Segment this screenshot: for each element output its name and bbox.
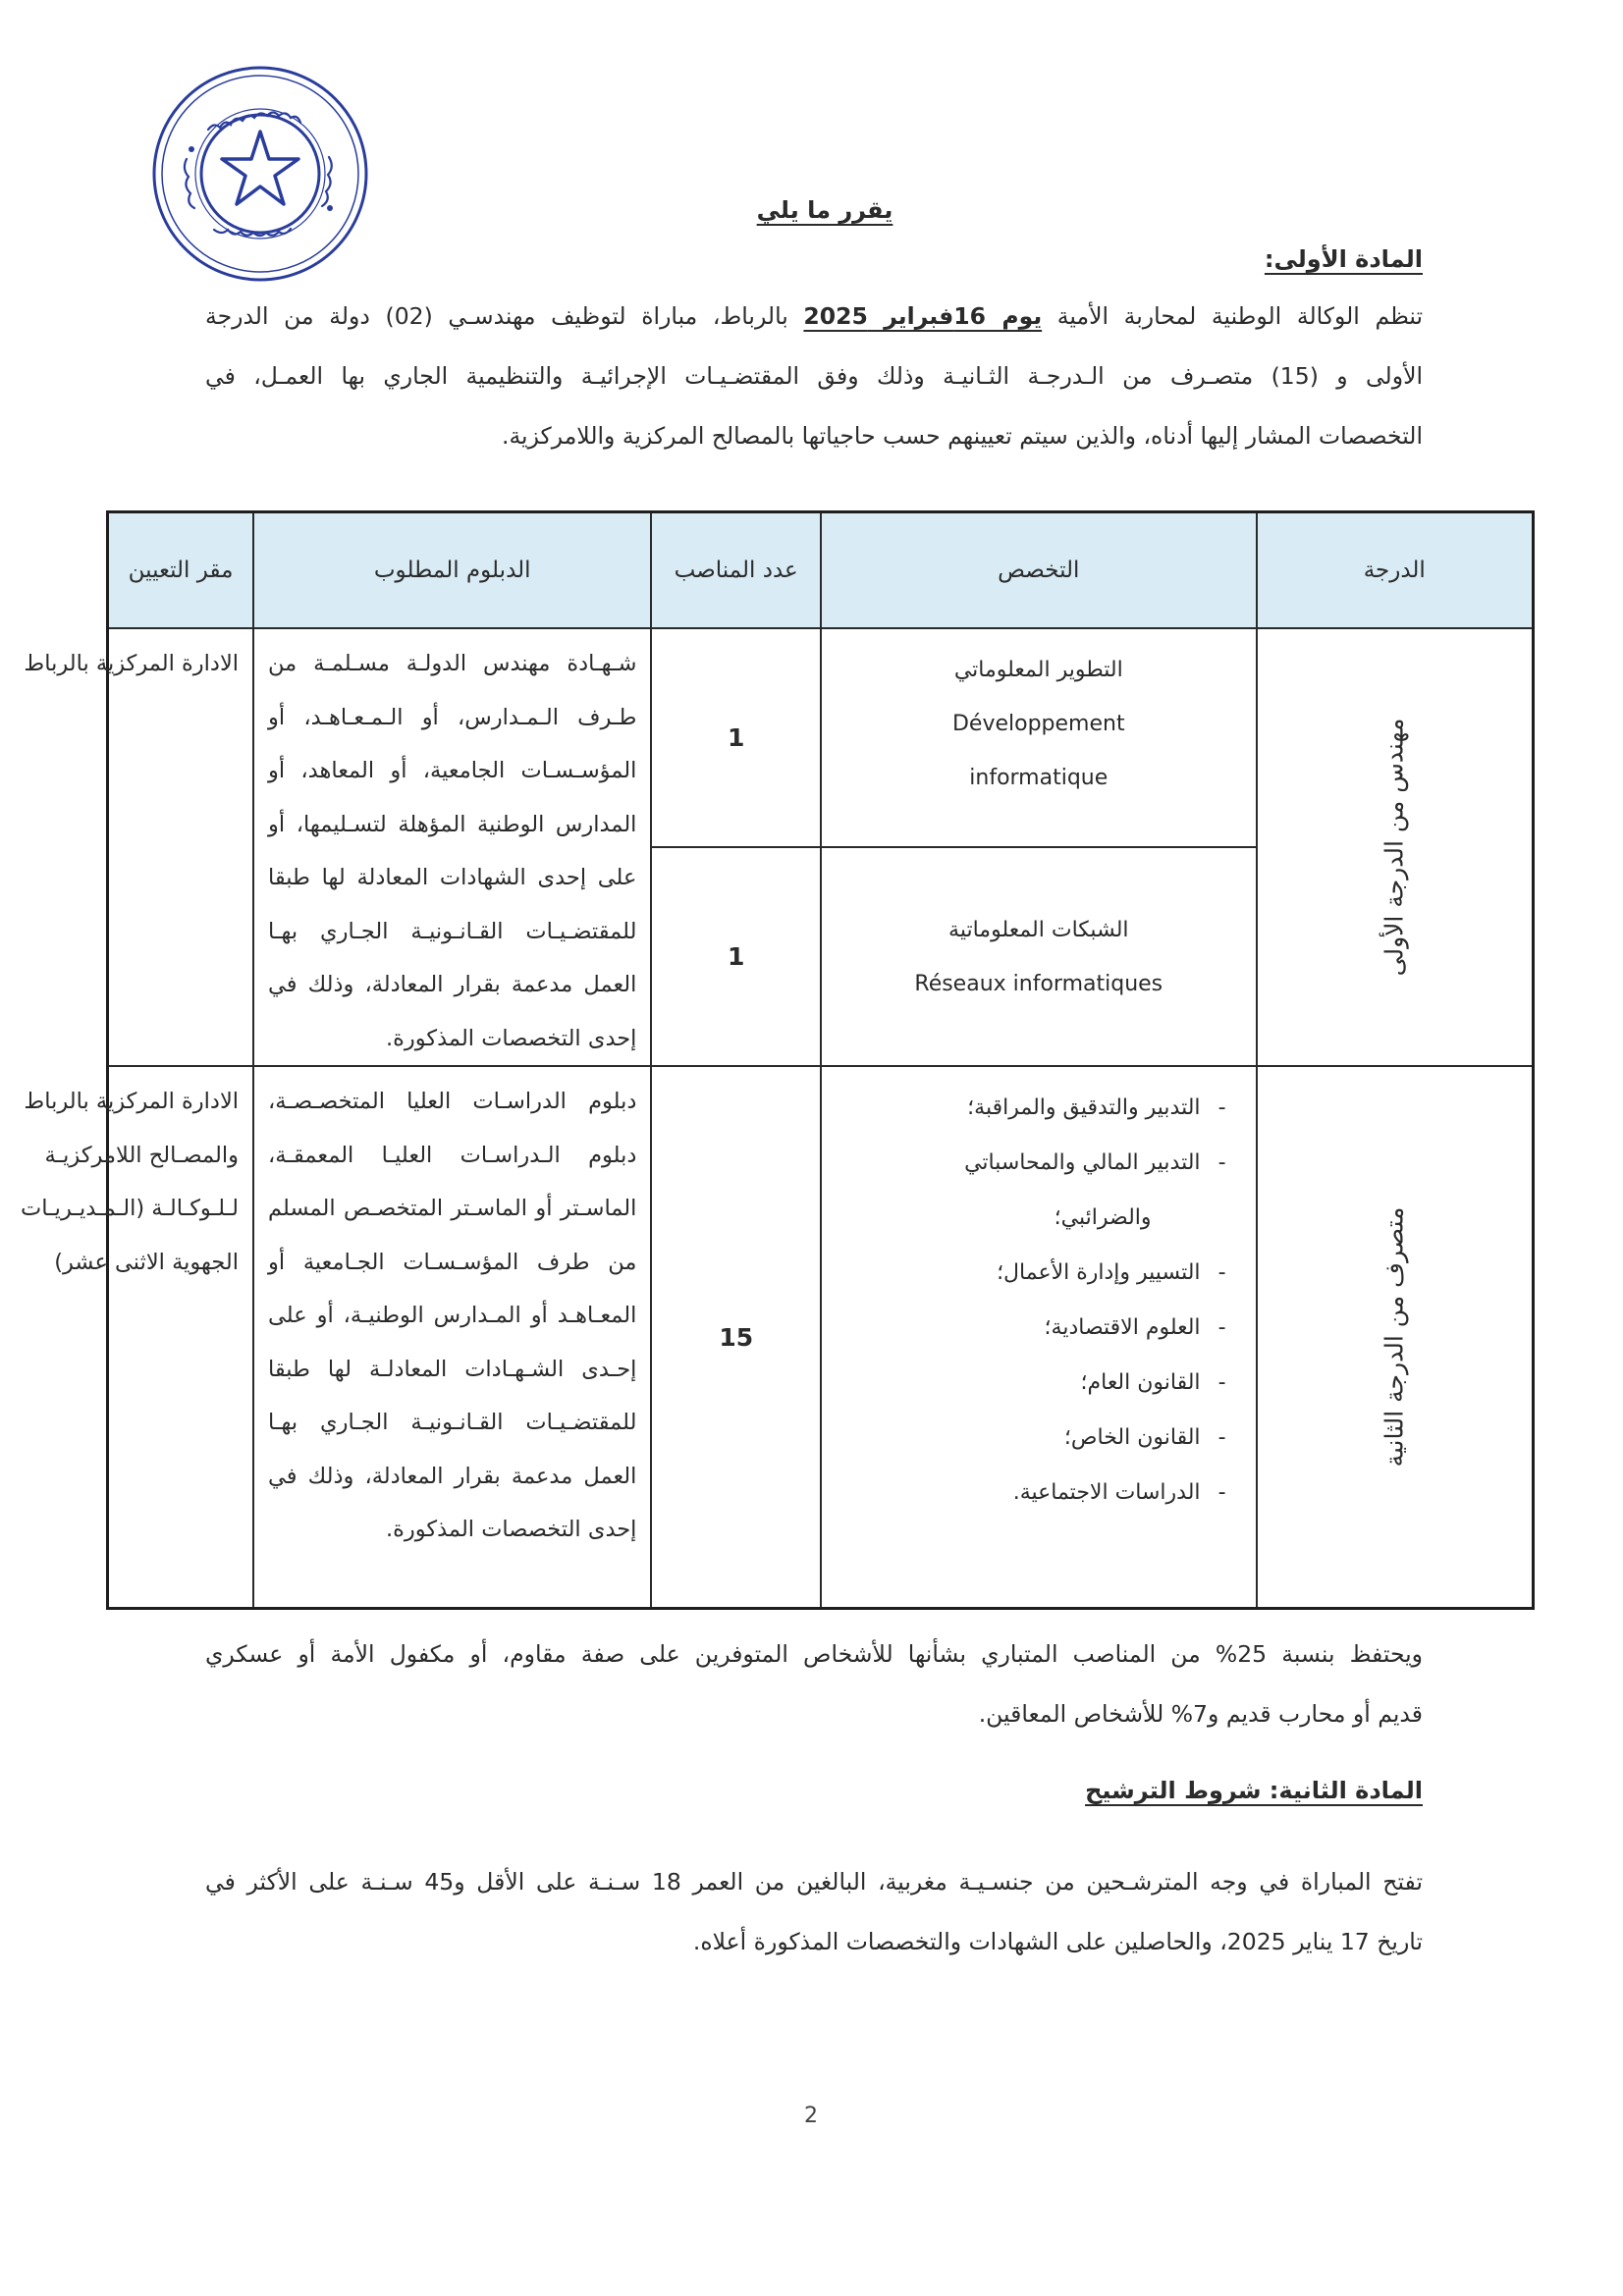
diploma-line: شـهـادة مهندس الدولـة مسـلمـة من	[268, 651, 637, 676]
header-count: عدد المناصب	[651, 512, 821, 629]
list-item: - القانون الخاص؛	[832, 1411, 1226, 1466]
reservation-line2: قديم أو محارب قديم و7% للأشخاص المعاقين.	[978, 1700, 1423, 1728]
seat-cell	[21, 1066, 254, 1609]
positions-table	[21, 510, 1535, 1610]
diploma-line: إحـدى الشـهـادات المعادلـة لها طبقا	[268, 1356, 637, 1382]
reservation-line1: ويحتفظ بنسبة 25% من المناصب المتباري بشأنها للأشخاص المتوفرين على صفة مقاوم، أو مكفول الأمة أو عسكري	[205, 1640, 1424, 1668]
specialty-ar: التطوير المعلوماتي	[953, 658, 1123, 682]
diploma-line: على إحدى الشهادات المعادلة لها طبقا	[268, 865, 637, 890]
diploma-line: دبلوم الدراسـات العليا المتخصـصـة،	[268, 1089, 637, 1114]
diploma-line: العمل مدعمة بقرار المعادلة، وذلك في	[268, 972, 637, 997]
diploma-line: المعـاهـد أو المـدارس الوطنيـة، أو على	[268, 1303, 637, 1328]
seat-line: والمصـالح اللامركزيـة	[44, 1142, 240, 1168]
header-grade: الدرجة	[1257, 512, 1534, 629]
count-cell: 15	[651, 1066, 821, 1609]
diploma-line: دبلوم الـدراسـات العليـا المعمقـة،	[268, 1142, 637, 1168]
article1-line2: الأولى و (15) متصـرف من الـدرجـة الثـانيـة وذلك وفق المقتضـيـات الإجرائيـة والتنظيمية الجاري بها العمـل، في	[205, 362, 1423, 390]
specialty-list	[822, 1067, 1256, 1521]
table-row	[108, 1066, 1534, 1609]
list-item: - التدبير والتدقيق والمراقبة؛	[832, 1081, 1226, 1136]
article2-line2: تاريخ 17 يناير 2025، والحاصلين على الشهادات والتخصصات المذكورة أعلاه.	[692, 1928, 1423, 1955]
header-seat: مقر التعيين	[108, 512, 254, 629]
diploma-line: للمقتضـيـات القـانـونيـة الجـاري بهـا	[268, 1410, 637, 1435]
seat-line: الادارة المركزية بالرباط	[24, 1089, 240, 1114]
grade-administrator-cell	[1257, 1066, 1534, 1609]
list-item: - العلوم الاقتصادية؛	[832, 1301, 1226, 1356]
seat-line: الجهوية الاثنى عشر)	[54, 1249, 240, 1275]
specialty-fr: Développement	[951, 712, 1125, 736]
header-specialty: التخصص	[821, 512, 1257, 629]
diploma-cell	[253, 1066, 651, 1609]
diploma-line: العمل مدعمة بقرار المعادلة، وذلك في	[268, 1463, 637, 1489]
diploma-line: إحدى التخصصات المذكورة.	[385, 1517, 637, 1542]
grade-engineer-cell	[1257, 628, 1534, 1066]
seat-line: لـلـوكـالـة (الـمـديـريـات	[21, 1196, 240, 1221]
decree-heading: يقرر ما يلي	[756, 196, 893, 224]
list-item: والضرائبي؛	[1054, 1205, 1152, 1230]
seat-line: الادارة المركزية بالرباط	[24, 651, 240, 676]
specialty-fr: informatique	[969, 766, 1109, 790]
article2-title: المادة الثانية: شروط الترشيح	[1085, 1777, 1423, 1804]
list-item: - التدبير المالي والمحاسباتي	[832, 1136, 1226, 1191]
list-item: - الدراسات الاجتماعية.	[832, 1466, 1226, 1521]
article1-line1: تنظم الوكالة الوطنية لمحاربة الأمية يوم 16فبراير 2025 بالرباط، مباراة لتوظيف مهندسـي (02) دولة من الدرجة	[205, 302, 1423, 330]
header-diploma: الدبلوم المطلوب	[253, 512, 651, 629]
diploma-line: للمقتضـيـات القـانـونيـة الجـاري بهـا	[268, 918, 637, 944]
diploma-line: المدارس الوطنية المؤهلة لتسـليمها، أو	[268, 811, 637, 837]
table-row	[108, 628, 1534, 847]
article1-paragraph	[205, 287, 1423, 466]
reservation-paragraph	[205, 1625, 1423, 1744]
specialty-ar: الشبكات المعلوماتية	[948, 917, 1129, 942]
page-number: 2	[804, 2104, 818, 2128]
diploma-line: الماسـتر أو الماسـتر المتخصـص المسلم	[268, 1196, 637, 1221]
article2-line1: تفتح المباراة في وجه المترشـحين من جنسـيـة مغربية، البالغين من العمر 18 سـنـة على الأقل و45 سـنـة على الأكثر في	[205, 1868, 1423, 1896]
diploma-line: إحدى التخصصات المذكورة.	[385, 1025, 637, 1051]
grade-engineer: مهندس من الدرجة الأولى	[1380, 718, 1409, 977]
specialty-fr: Réseaux informatiques	[914, 971, 1163, 996]
specialty-list-cell	[821, 1066, 1257, 1609]
diploma-cell	[253, 628, 651, 1066]
count-cell: 1	[651, 847, 821, 1066]
article1-line3: التخصصات المشار إليها أدناه، والذين سيتم تعيينهم حسب حاجياتها بالمصالح المركزية واللامركزية.	[501, 422, 1423, 450]
exam-date: يوم 16فبراير 2025	[803, 302, 1043, 330]
diploma-line: طـرف الـمـدارس، أو الـمـعـاهـد، أو	[268, 704, 637, 730]
list-item: - القانون العام؛	[832, 1356, 1226, 1411]
specialty-cell	[821, 847, 1257, 1066]
specialty-cell	[821, 628, 1257, 847]
list-item: - التسيير وإدارة الأعمال؛	[832, 1246, 1226, 1301]
diploma-line: المؤسـسـات الجامعية، أو المعاهد، أو	[268, 758, 637, 783]
seat-cell	[24, 628, 254, 1066]
article1-title: المادة الأولى:	[1264, 245, 1423, 273]
grade-administrator: متصرف من الدرجة الثانية	[1380, 1206, 1409, 1468]
table-header-row	[108, 512, 1534, 629]
diploma-line: من طرف المؤسـسـات الجـامعية أو	[268, 1249, 637, 1275]
article2-paragraph	[205, 1852, 1423, 1972]
count-cell: 1	[651, 628, 821, 847]
official-seal-icon	[147, 61, 373, 287]
